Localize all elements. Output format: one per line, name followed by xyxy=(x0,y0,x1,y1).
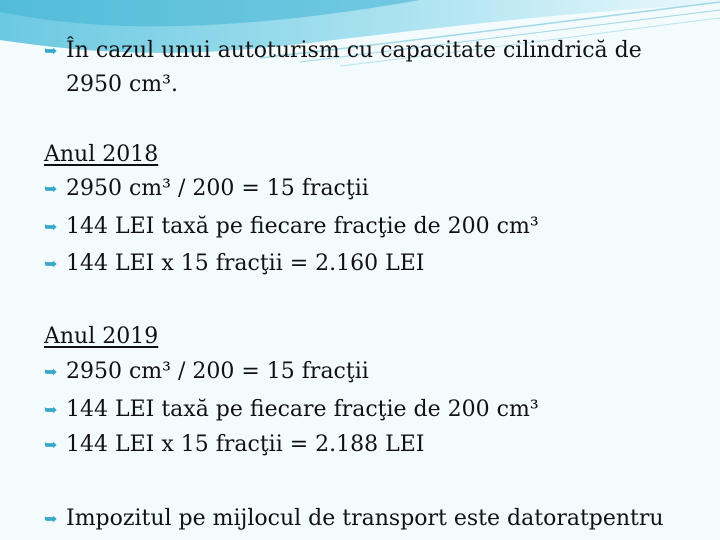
curved-arrow-bullet-icon: ➥ xyxy=(44,217,58,236)
list-item: ➥ 144 LEI taxă pe fiecare fracţie de 200 cm³ xyxy=(44,397,539,422)
list-item: ➥ 144 LEI taxă pe fiecare fracţie de 200 cm³ xyxy=(44,214,539,239)
curved-arrow-bullet-icon: ➥ xyxy=(44,362,58,381)
curved-arrow-bullet-icon: ➥ xyxy=(44,41,58,60)
section-2019-heading: Anul 2019 xyxy=(44,324,159,349)
footer-paragraph-line: ➥ Impozitul pe mijlocul de transport este datoratpentru xyxy=(44,506,664,531)
list-item: ➥ 2950 cm³ / 200 = 15 fracţii xyxy=(44,176,369,201)
curved-arrow-bullet-icon: ➥ xyxy=(44,254,58,273)
list-item: ➥ 144 LEI x 15 fracţii = 2.160 LEI xyxy=(44,251,425,276)
curved-arrow-bullet-icon: ➥ xyxy=(44,509,58,528)
curved-arrow-bullet-icon: ➥ xyxy=(44,400,58,419)
intro-paragraph-line1 xyxy=(44,38,642,64)
list-item: ➥ 144 LEI x 15 fracţii = 2.188 LEI xyxy=(44,432,425,457)
curved-arrow-bullet-icon: ➥ xyxy=(44,435,58,454)
curved-arrow-bullet-icon: ➥ xyxy=(44,179,58,198)
list-item: ➥ 2950 cm³ / 200 = 15 fracţii xyxy=(44,359,369,384)
intro-paragraph-line2: 2950 cm³. xyxy=(66,72,178,97)
intro-text: În cazul unui autoturism cu capacitate cilindrică de xyxy=(66,38,642,63)
section-2018-heading: Anul 2018 xyxy=(44,142,159,167)
